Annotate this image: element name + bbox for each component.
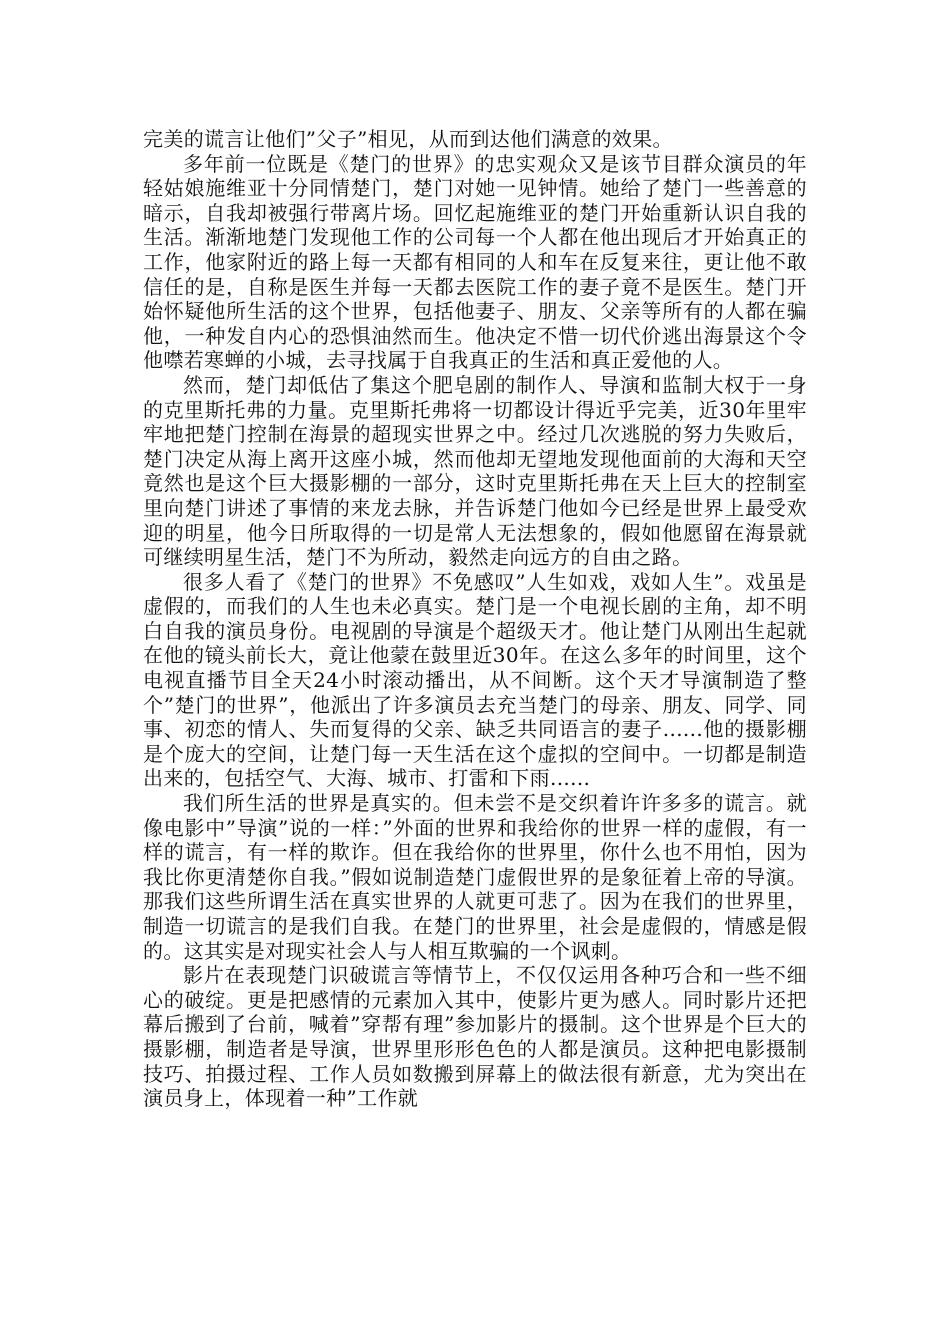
paragraph-2: 多年前一位既是《楚门的世界》的忠实观众又是该节目群众演员的年轻姑娘施维亚十分同情楚门，楚门对她一见钟情。她给了楚门一些善意的暗示，自我却被强行带离片场。回忆起施维亚的楚门开始重新认识自我的生活。渐渐地楚门发现他工作的公司每一个人都在他出现后才开始真正的工作，他家附近的路上每一天都有相同的人和车在反复来往，更让他不敢信任的是，自称是医生并每一天都去医院工作的妻子竟不是医生。楚门开始怀疑他所生活的这个世界，包括他妻子、朋友、父亲等所有的人都在骗他，一种发自内心的恐惧油然而生。他决定不惜一切代价逃出海景这个令他噤若寒蝉的小城，去寻找属于自我真正的生活和真正爱他的人。 (143, 151, 807, 373)
document-page (143, 127, 807, 1111)
paragraph-5: 我们所生活的世界是真实的。但未尝不是交织着许许多多的谎言。就像电影中”导演”说的一样：”外面的世界和我给你的世界一样的虚假，有一样的谎言，有一样的欺诈。但在我给你的世界里，你什么也不用怕，因为我比你更清楚你自我。”假如说制造楚门虚假世界的是象征着上帝的导演。那我们这些所谓生活在真实世界的人就更可悲了。因为在我们的世界里，制造一切谎言的是我们自我。在楚门的世界里，社会是虚假的，情感是假的。这其实是对现实社会人与人相互欺骗的一个讽刺。 (143, 791, 807, 963)
paragraph-4: 很多人看了《楚门的世界》不免感叹”人生如戏，戏如人生”。戏虽是虚假的，而我们的人生也未必真实。楚门是一个电视长剧的主角，却不明白自我的演员身份。电视剧的导演是个超级天才。他让楚门从刚出生起就在他的镜头前长大，竟让他蒙在鼓里近30年。在这么多年的时间里，这个电视直播节目全天24小时滚动播出，从不间断。这个天才导演制造了整个”楚门的世界”，他派出了许多演员去充当楚门的母亲、朋友、同学、同事、初恋的情人、失而复得的父亲、缺乏共同语言的妻子......他的摄影棚是个庞大的空间，让楚门每一天生活在这个虚拟的空间中。一切都是制造出来的，包括空气、大海、城市、打雷和下雨...... (143, 569, 807, 791)
paragraph-6: 影片在表现楚门识破谎言等情节上，不仅仅运用各种巧合和一些不细心的破绽。更是把感情的元素加入其中，使影片更为感人。同时影片还把幕后搬到了台前，喊着”穿帮有理”参加影片的摄制。这个世界是个巨大的摄影棚，制造者是导演，世界里形形色色的人都是演员。这种把电影摄制技巧、拍摄过程、工作人员如数搬到屏幕上的做法很有新意，尤为突出在演员身上，体现着一种”工作就 (143, 963, 807, 1111)
paragraph-1: 完美的谎言让他们”父子”相见，从而到达他们满意的效果。 (143, 127, 673, 151)
paragraph-3: 然而，楚门却低估了集这个肥皂剧的制作人、导演和监制大权于一身的克里斯托弗的力量。克里斯托弗将一切都设计得近乎完美，近30年里牢牢地把楚门控制在海景的超现实世界之中。经过几次逃脱的努力失败后，楚门决定从海上离开这座小城，然而他却无望地发现他面前的大海和天空竟然也是这个巨大摄影棚的一部分，这时克里斯托弗在天上巨大的控制室里向楚门讲述了事情的来龙去脉，并告诉楚门他如今已经是世界上最受欢迎的明星，他今日所取得的一切是常人无法想象的，假如他愿留在海景就可继续明星生活，楚门不为所动，毅然走向远方的自由之路。 (143, 372, 807, 570)
